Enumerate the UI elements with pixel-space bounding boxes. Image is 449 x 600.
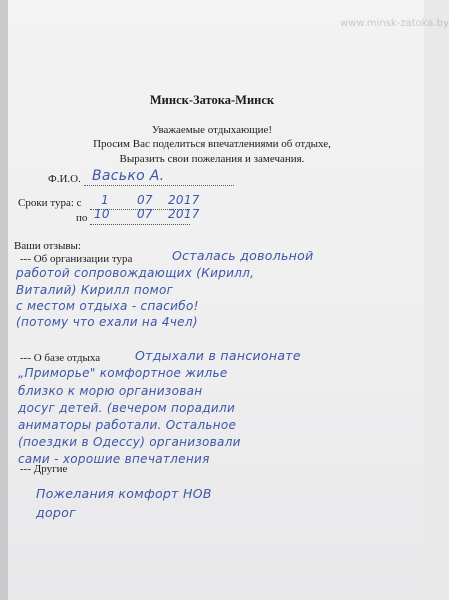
date-from-year: 2017: [168, 193, 200, 207]
date-to-day: 10: [94, 207, 110, 221]
base-line-2: „Приморье" комфортное жилье: [18, 366, 228, 380]
request-line-1: Просим Вас поделиться впечатлениями об отдыхе,: [93, 138, 331, 150]
organization-line-4: с местом отдыха - спасибо!: [16, 299, 199, 313]
other-line-1: Пожелания комфорт НОВ: [36, 486, 212, 501]
base-line-5: аниматоры работали. Остальное: [18, 418, 237, 432]
date-to-line: [90, 224, 190, 225]
organization-line-2: работой сопровождающих (Кирилл,: [16, 266, 255, 280]
name-value: Васько А.: [92, 168, 165, 184]
organization-line-3: Виталий) Кирилл помог: [16, 283, 174, 297]
request-line-2: Выразить свои пожелания и замечания.: [119, 153, 305, 165]
base-line-6: (поездки в Одессу) организовали: [18, 435, 241, 449]
organization-label: --- Об организации тура: [20, 253, 133, 265]
dates-label: Сроки тура: с: [18, 197, 82, 209]
other-label: --- Другие: [20, 463, 68, 475]
base-line-1: Отдыхали в пансионате: [135, 348, 301, 363]
watermark: www.minsk-zatoka.by: [340, 18, 449, 29]
name-line: [84, 185, 234, 186]
date-to-year: 2017: [168, 207, 200, 221]
reviews-label: Ваши отзывы:: [14, 240, 81, 252]
name-label: Ф.И.О.: [48, 173, 81, 185]
date-from-month: 07: [137, 193, 153, 207]
greeting: Уважаемые отдыхающие!: [151, 124, 273, 136]
date-to-month: 07: [137, 207, 153, 221]
base-line-7: сами - хорошие впечатления: [18, 452, 210, 466]
organization-line-1: Осталась довольной: [172, 248, 314, 263]
page-binding-edge: [0, 0, 8, 600]
organization-line-5: (потому что ехали на 4чел): [16, 315, 198, 329]
base-line-4: досуг детей. (вечером порадили: [18, 401, 236, 415]
date-to-label: по: [76, 212, 88, 224]
base-label: --- О базе отдыха: [20, 352, 101, 364]
date-from-day: 1: [101, 193, 109, 207]
other-line-2: дорог: [36, 505, 76, 520]
base-line-3: близко к морю организован: [18, 384, 203, 398]
form-title: Минск-Затока-Минск: [149, 93, 275, 107]
